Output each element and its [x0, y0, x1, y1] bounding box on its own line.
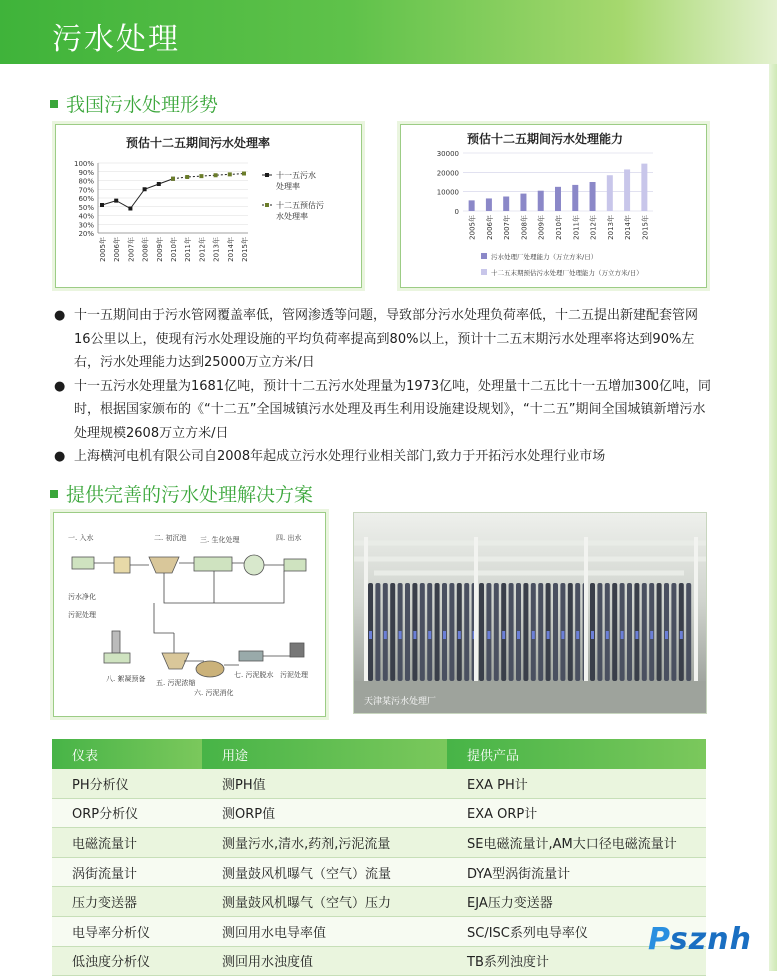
membrane-equipment-illustration — [354, 513, 706, 713]
data-point — [185, 175, 189, 179]
table-cell: ORP分析仪 — [52, 798, 202, 828]
treatment-capacity-chart-panel — [400, 124, 707, 288]
paragraph-text: 上海横河电机有限公司自2008年起成立污水处理行业相关部门,致力于开拓污水处理行业市场 — [74, 449, 606, 464]
data-point — [114, 199, 118, 203]
module-light-icon — [606, 631, 609, 639]
data-point — [214, 173, 218, 177]
column-header: 仪表 — [52, 739, 202, 769]
module-light-icon — [621, 631, 624, 639]
membrane-module-icon — [375, 583, 380, 681]
data-point — [100, 203, 104, 207]
table-row — [52, 798, 706, 828]
x-tick-label: 2014年 — [226, 237, 235, 262]
bio-tank-icon — [194, 557, 232, 571]
frame-post — [584, 537, 588, 683]
decorative-edge — [769, 64, 777, 971]
x-tick-label: 2008年 — [141, 237, 150, 262]
bar — [641, 164, 647, 211]
table-cell: 压力变送器 — [52, 887, 202, 917]
module-light-icon — [428, 631, 431, 639]
table-cell: 测量污水,清水,药剂,污泥流量 — [202, 828, 447, 858]
section-title: 我国污水处理形势 — [66, 94, 219, 116]
logo-initial: P — [648, 922, 670, 957]
x-tick-label: 2012年 — [589, 215, 598, 240]
membrane-module-icon — [657, 583, 662, 681]
module-light-icon — [399, 631, 402, 639]
x-tick-label: 2015年 — [641, 215, 650, 240]
table-row — [52, 946, 706, 976]
table-cell: SC/ISC系列电导率仪 — [447, 916, 706, 946]
truck-icon — [290, 643, 304, 657]
table-cell: PH分析仪 — [52, 769, 202, 798]
legend-label: 污水处理厂处理能力（万立方米/日） — [491, 253, 598, 261]
table-row — [52, 887, 706, 917]
membrane-module-icon — [597, 583, 602, 681]
table-cell: 测PH值 — [202, 769, 447, 798]
x-tick-label: 2010年 — [170, 237, 178, 262]
y-tick-label: 50% — [78, 203, 94, 212]
primary-settler-icon — [149, 557, 179, 573]
membrane-module-icon — [509, 583, 514, 681]
x-tick-label: 2006年 — [113, 237, 122, 262]
column-header: 用途 — [202, 739, 447, 769]
y-tick-label: 60% — [78, 195, 94, 203]
dewater-icon — [239, 651, 263, 661]
treatment-rate-chart-panel — [55, 124, 362, 288]
table-cell: 测量鼓风机曝气（空气）压力 — [202, 887, 447, 917]
bar — [624, 169, 630, 211]
plant-photo — [353, 512, 707, 714]
legend-marker — [265, 173, 269, 177]
table-cell: EJA压力变送器 — [447, 887, 706, 917]
data-point — [143, 187, 147, 191]
frame-post — [474, 537, 478, 683]
y-tick-label: 40% — [78, 212, 94, 221]
module-light-icon — [502, 631, 505, 639]
bar — [607, 175, 613, 211]
bullet-icon: ● — [54, 378, 66, 394]
x-tick-label: 2006年 — [485, 215, 494, 240]
flocculation-tank-icon — [104, 653, 130, 663]
table-cell: 测量鼓风机曝气（空气）流量 — [202, 857, 447, 887]
module-light-icon — [576, 631, 579, 639]
section-heading-situation — [50, 90, 218, 117]
membrane-module-icon — [553, 583, 558, 681]
table-row — [52, 857, 706, 887]
module-light-icon — [413, 631, 416, 639]
module-light-icon — [665, 631, 668, 639]
dosing-tank-icon — [112, 631, 120, 653]
legend-marker — [265, 203, 269, 207]
data-point — [157, 182, 161, 186]
y-tick-label: 80% — [78, 177, 94, 186]
table-cell: 测ORP值 — [202, 798, 447, 828]
paragraph-2 — [52, 375, 712, 446]
membrane-module-icon — [449, 583, 454, 681]
x-tick-label: 2008年 — [520, 215, 529, 240]
photo-caption: 天津某污水处理厂 — [364, 697, 437, 707]
diagram-label: 五. 污泥浓缩 — [156, 679, 196, 687]
x-tick-label: 2011年 — [572, 215, 581, 240]
table-cell: 测回用水电导率值 — [202, 916, 447, 946]
digester-icon — [196, 661, 224, 677]
membrane-module-icon — [464, 583, 469, 681]
diagram-label: 八. 絮凝预备 — [106, 675, 146, 683]
bar — [469, 200, 475, 211]
membrane-module-icon — [568, 583, 573, 681]
diagram-label: 污水净化 — [68, 593, 96, 601]
x-tick-label: 2007年 — [503, 215, 512, 240]
x-tick-label: 2011年 — [184, 237, 193, 262]
section-title: 提供完善的污水处理解决方案 — [66, 484, 314, 506]
page-header — [0, 0, 777, 64]
bullet-icon: ● — [54, 449, 66, 464]
membrane-module-icon — [538, 583, 543, 681]
bar — [503, 197, 509, 212]
table-cell: EXA PH计 — [447, 769, 706, 798]
module-light-icon — [458, 631, 461, 639]
y-tick-label: 0 — [454, 208, 459, 216]
diagram-label: 污泥处理 — [280, 671, 308, 679]
table-cell: SE电磁流量计,AM大口径电磁流量计 — [447, 828, 706, 858]
membrane-module-icon — [435, 583, 440, 681]
module-light-icon — [443, 631, 446, 639]
frame-post — [694, 537, 698, 683]
square-bullet-icon — [50, 490, 58, 498]
x-tick-label: 2013年 — [606, 215, 615, 240]
module-light-icon — [487, 631, 490, 639]
membrane-module-icon — [523, 583, 528, 681]
inlet-tank-icon — [72, 557, 94, 569]
data-point — [128, 207, 132, 211]
treatment-rate-chart — [56, 125, 361, 287]
x-tick-label: 2010年 — [555, 215, 563, 240]
x-tick-label: 2012年 — [198, 237, 207, 262]
chart-title: 预估十二五期间污水处理率 — [126, 136, 271, 150]
membrane-module-icon — [390, 583, 395, 681]
bar — [555, 187, 561, 211]
paragraph-text: 十一五期间由于污水管网覆盖率低，管网渗透等问题，导致部分污水处理负荷率低，十二五提出新建配套管网16公里以上，使现有污水处理设施的平均负荷率提高到80%以上，预计十二五末期污水处理率将达到90%左右，污水处理能力达到25000万立方米/日 — [74, 308, 699, 370]
diagram-label: 二. 初沉池 — [154, 534, 187, 542]
table-cell: 低浊度分析仪 — [52, 946, 202, 976]
series-line — [102, 179, 173, 209]
bullet-icon: ● — [54, 308, 66, 323]
membrane-module-icon — [479, 583, 484, 681]
y-tick-label: 100% — [73, 160, 94, 168]
paragraph-text: 十一五污水处理量为1681亿吨，预计十二五污水处理量为1973亿吨，处理量十二五比十一五增加300亿吨，同时，根据国家颁布的《“十二五”全国城镇污水处理及再生利用设施建设规划》，“十二五”期间全国城镇新增污水处理规模2608万立方米/日 — [74, 378, 711, 441]
membrane-module-icon — [642, 583, 647, 681]
legend-label-line: 水处理率 — [276, 212, 308, 221]
process-diagram — [54, 513, 325, 716]
legend-label-line: 处理率 — [276, 182, 300, 191]
module-light-icon — [680, 631, 683, 639]
membrane-module-icon — [420, 583, 425, 681]
x-tick-label: 2014年 — [624, 215, 633, 240]
y-tick-label: 70% — [78, 186, 94, 195]
column-header: 提供产品 — [447, 739, 706, 769]
table-row — [52, 916, 706, 946]
diagram-label: 污泥处理 — [68, 611, 96, 619]
membrane-module-icon — [686, 583, 691, 681]
table-header-row — [52, 739, 706, 769]
module-light-icon — [517, 631, 520, 639]
y-tick-label: 30000 — [436, 150, 459, 158]
x-tick-label: 2005年 — [99, 237, 107, 262]
frame-post — [364, 537, 368, 683]
module-light-icon — [650, 631, 653, 639]
bar — [538, 191, 544, 211]
x-tick-label: 2005年 — [468, 215, 477, 240]
data-point — [171, 177, 175, 181]
table-cell: DYA型涡街流量计 — [447, 857, 706, 887]
logo-text: sznh — [669, 922, 752, 957]
bar — [486, 198, 492, 211]
outlet-tank-icon — [284, 559, 306, 571]
treatment-capacity-chart — [401, 125, 706, 287]
y-tick-label: 20000 — [436, 169, 459, 178]
situation-paragraphs — [52, 304, 712, 469]
diagram-label: 四. 出水 — [276, 534, 302, 542]
module-light-icon — [547, 631, 550, 639]
module-light-icon — [532, 631, 535, 639]
x-tick-label: 2007年 — [127, 237, 136, 262]
table-cell: TB系列浊度计 — [447, 946, 706, 976]
diagram-label: 七. 污泥脱水 — [234, 671, 274, 679]
diagram-label: 六. 污泥消化 — [194, 689, 234, 697]
x-tick-label: 2009年 — [537, 215, 546, 240]
legend-label: 十二五末期预估污水处理厂处理能力（万立方米/日） — [491, 269, 643, 277]
legend-label — [276, 170, 316, 191]
table-cell: 测回用水浊度值 — [202, 946, 447, 976]
y-tick-label: 10000 — [436, 188, 459, 197]
paragraph-3 — [52, 445, 712, 469]
bar — [520, 194, 526, 211]
series-line — [173, 174, 244, 179]
module-light-icon — [591, 631, 594, 639]
x-tick-label: 2009年 — [155, 237, 164, 262]
bar — [572, 185, 578, 211]
clarifier-icon — [244, 555, 264, 575]
instrument-table — [52, 739, 706, 976]
section-heading-solution — [50, 480, 313, 507]
return-pipe — [164, 571, 284, 603]
process-diagram-panel — [53, 512, 326, 717]
y-tick-label: 90% — [78, 168, 94, 177]
table-row — [52, 828, 706, 858]
data-point — [228, 172, 232, 176]
legend-swatch — [481, 269, 487, 275]
table-cell: 电导率分析仪 — [52, 916, 202, 946]
pszh-logo — [648, 922, 752, 957]
membrane-module-icon — [612, 583, 617, 681]
membrane-module-icon — [494, 583, 499, 681]
membrane-module-icon — [627, 583, 632, 681]
module-light-icon — [369, 631, 372, 639]
membrane-module-icon — [405, 583, 410, 681]
legend-label-line: 十二五预估污 — [276, 201, 324, 210]
bar — [590, 182, 596, 211]
diagram-label: 三. 生化处理 — [200, 536, 240, 544]
paragraph-1 — [52, 304, 712, 375]
module-light-icon — [561, 631, 564, 639]
data-point — [242, 172, 246, 176]
legend-label-line: 十一五污水 — [276, 171, 316, 180]
membrane-module-icon — [671, 583, 676, 681]
chart-title: 预估十二五期间污水处理能力 — [467, 132, 624, 146]
diagram-label: 一. 入水 — [68, 534, 94, 542]
table-row — [52, 769, 706, 798]
y-tick-label: 30% — [78, 221, 94, 230]
legend-swatch — [481, 253, 487, 259]
square-bullet-icon — [50, 100, 58, 108]
x-tick-label: 2013年 — [212, 237, 221, 262]
table-cell: 涡街流量计 — [52, 857, 202, 887]
data-point — [199, 174, 203, 178]
module-light-icon — [384, 631, 387, 639]
table-cell: 电磁流量计 — [52, 828, 202, 858]
module-light-icon — [635, 631, 638, 639]
x-tick-label: 2015年 — [241, 237, 249, 262]
screen-icon — [114, 557, 130, 573]
y-tick-label: 20% — [78, 230, 94, 238]
table-cell: EXA ORP计 — [447, 798, 706, 828]
legend-label — [276, 200, 324, 221]
page-title: 污水处理 — [52, 22, 180, 57]
